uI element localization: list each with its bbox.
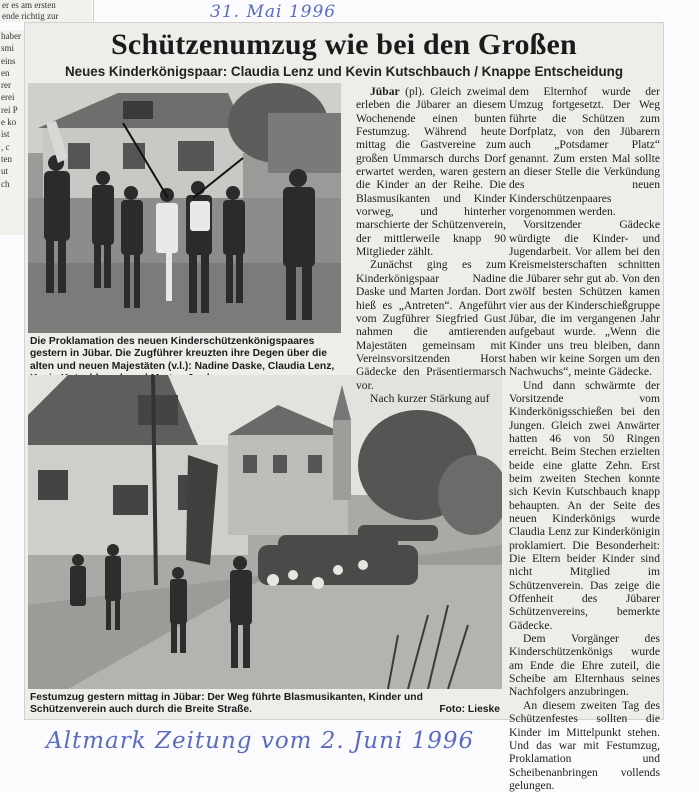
neighbor-line: er es am ersten — [2, 0, 56, 10]
dateline: Jübar — [370, 85, 400, 98]
proclamation-photo-image — [28, 83, 341, 333]
headline: Schützenumzug wie bei den Großen — [111, 28, 577, 61]
lead-text: (pl). Gleich zweimal erleben die Jübarer an diesem Wochenende einen bunten Festumzug. Während heute mittag die Gastvereine zum großen Ummarsch durchs Dorf erwartet werden, waren gestern die Kinder an der Reihe. Die Blasmusikanten und Kinder vorweg, und hinterher marschierte der Schützenverein, der mittlerweile knapp 90 Mitglieder zählt. — [356, 85, 506, 259]
paragraph: Nach kurzer Stärkung auf — [370, 391, 490, 405]
neighbor-line: en — [1, 67, 10, 78]
neighbor-line: rei P — [1, 104, 18, 115]
parade-photo — [28, 375, 502, 689]
parade-photo-image — [28, 375, 502, 689]
neighbor-line: ist — [1, 129, 10, 140]
neighbor-clipping-top — [0, 0, 92, 22]
proclamation-photo — [28, 83, 341, 333]
lead-paragraph — [356, 85, 506, 258]
neighbor-line: e ko — [1, 117, 17, 128]
article-column-2 — [356, 85, 506, 405]
neighbor-line: ut — [1, 166, 9, 177]
handwritten-date: 31. Mai 1996 — [210, 2, 337, 22]
neighbor-line: , c — [1, 141, 10, 152]
handwritten-source: Altmark Zeitung vom 2. Juni 1996 — [46, 728, 475, 754]
neighbor-line: erei — [1, 92, 15, 103]
neighbor-line: ten — [1, 153, 12, 164]
neighbor-line: rer — [1, 80, 11, 91]
photo2-caption-text: Festumzug gestern mittag in Jübar: Der Weg führte Blasmusikanten, Kinder und Schützenverein auch durch die Breite Straße. — [30, 692, 423, 716]
paragraph-continuation: dem Elternhof wurde der Umzug fortgesetzt. Der Weg führte die Schützen zum Dorfplatz, von den Jübarern auch „Potsdamer Platz“ genannt. Zum ersten Mal sollte an dieser Stelle die Verkündung des neuen Kinderschützenpaares vorgenommen werden. — [509, 85, 660, 219]
clipping-edge — [93, 0, 94, 22]
neighbor-line: ch — [1, 178, 10, 189]
article-column-3 — [509, 85, 660, 792]
paragraph: Dem Vorgänger des Kinderschützenkönigs wurde am Ende die Ehre zuteil, die Scheibe am Elternhaus seines Nachfolgers anzubringen. — [509, 632, 660, 699]
photo-credit: Foto: Lieske — [439, 704, 500, 716]
paragraph: An diesem zweiten Tag des Schützenfestes sollten die Kinder im Mittelpunkt stehen. Und das war mit Festumzug, Proklamation und Scheibenanbringen vollends gelungen. — [509, 698, 660, 792]
neighbor-line: ende richtig zur — [2, 10, 59, 21]
paragraph: Vorsitzender Gädecke würdigte die Kinder- und Jugendarbeit. Vor allem bei den Kreismeisterschaften schnitten die Jübarer sehr gut ab. Von den zwölf besten Schützen kamen vier aus der Kinderschießgruppe Jübar, die im vergangenen Jahr aufgebaut wurde. „Wenn die Kinder uns treu bleiben, dann haben wir keine Sorgen um den Nachwuchs“, meinte Gädecke. — [509, 218, 660, 379]
neighbor-line: smi — [1, 43, 15, 54]
photo2-caption — [30, 692, 500, 717]
neighbor-line: eins — [1, 55, 16, 66]
paragraph: Zunächst ging es zum Kinderkönigspaar Nadine Daske und Marten Jordan. Dort hieß es „Antreten“. Angeführt vom Zugführer Siegfried Gust nahmen die amtierenden Majestäten gemeinsam mit Vereinsvorsitzenden Horst Gädecke den Präsentiermarsch vor. — [356, 258, 506, 392]
subheadline: Neues Kinderkönigspaar: Claudia Lenz und Kevin Kutschbauch / Knappe Entscheidung — [64, 64, 624, 79]
photo1-caption: Die Proklamation des neuen Kinderschützenkönigspaares gestern in Jübar. Die Zugführer kreuzten ihre Degen über die alten und neuen Majestäten (v.l.): Nadine Daske, Claudia Lenz, — [30, 336, 335, 372]
neighbor-line: haber — [1, 31, 21, 41]
paragraph: Und dann schwärmte der Vorsitzende vom Kinderkönigsschießen bei den Jungen. Gleich zwei Anwärter hatten 46 von 50 Ringen erreicht. Beim Stechen erzielten beide eine glatte Zehn. Erst beim zweiten Stechen konnte sich Kevin Kutschbauch knapp behaupten. An der Seite des neuen Kinderkönigs wurde Claudia Lenz zur Kinderkönigin proklamiert. Die Besonderheit: Die Eltern beider Kinder sind nicht Mitglied im Schützenverein. Das zeige die Offenheit des Jübarer Schützenvereins, bemerkte Gädecke. — [509, 378, 660, 632]
